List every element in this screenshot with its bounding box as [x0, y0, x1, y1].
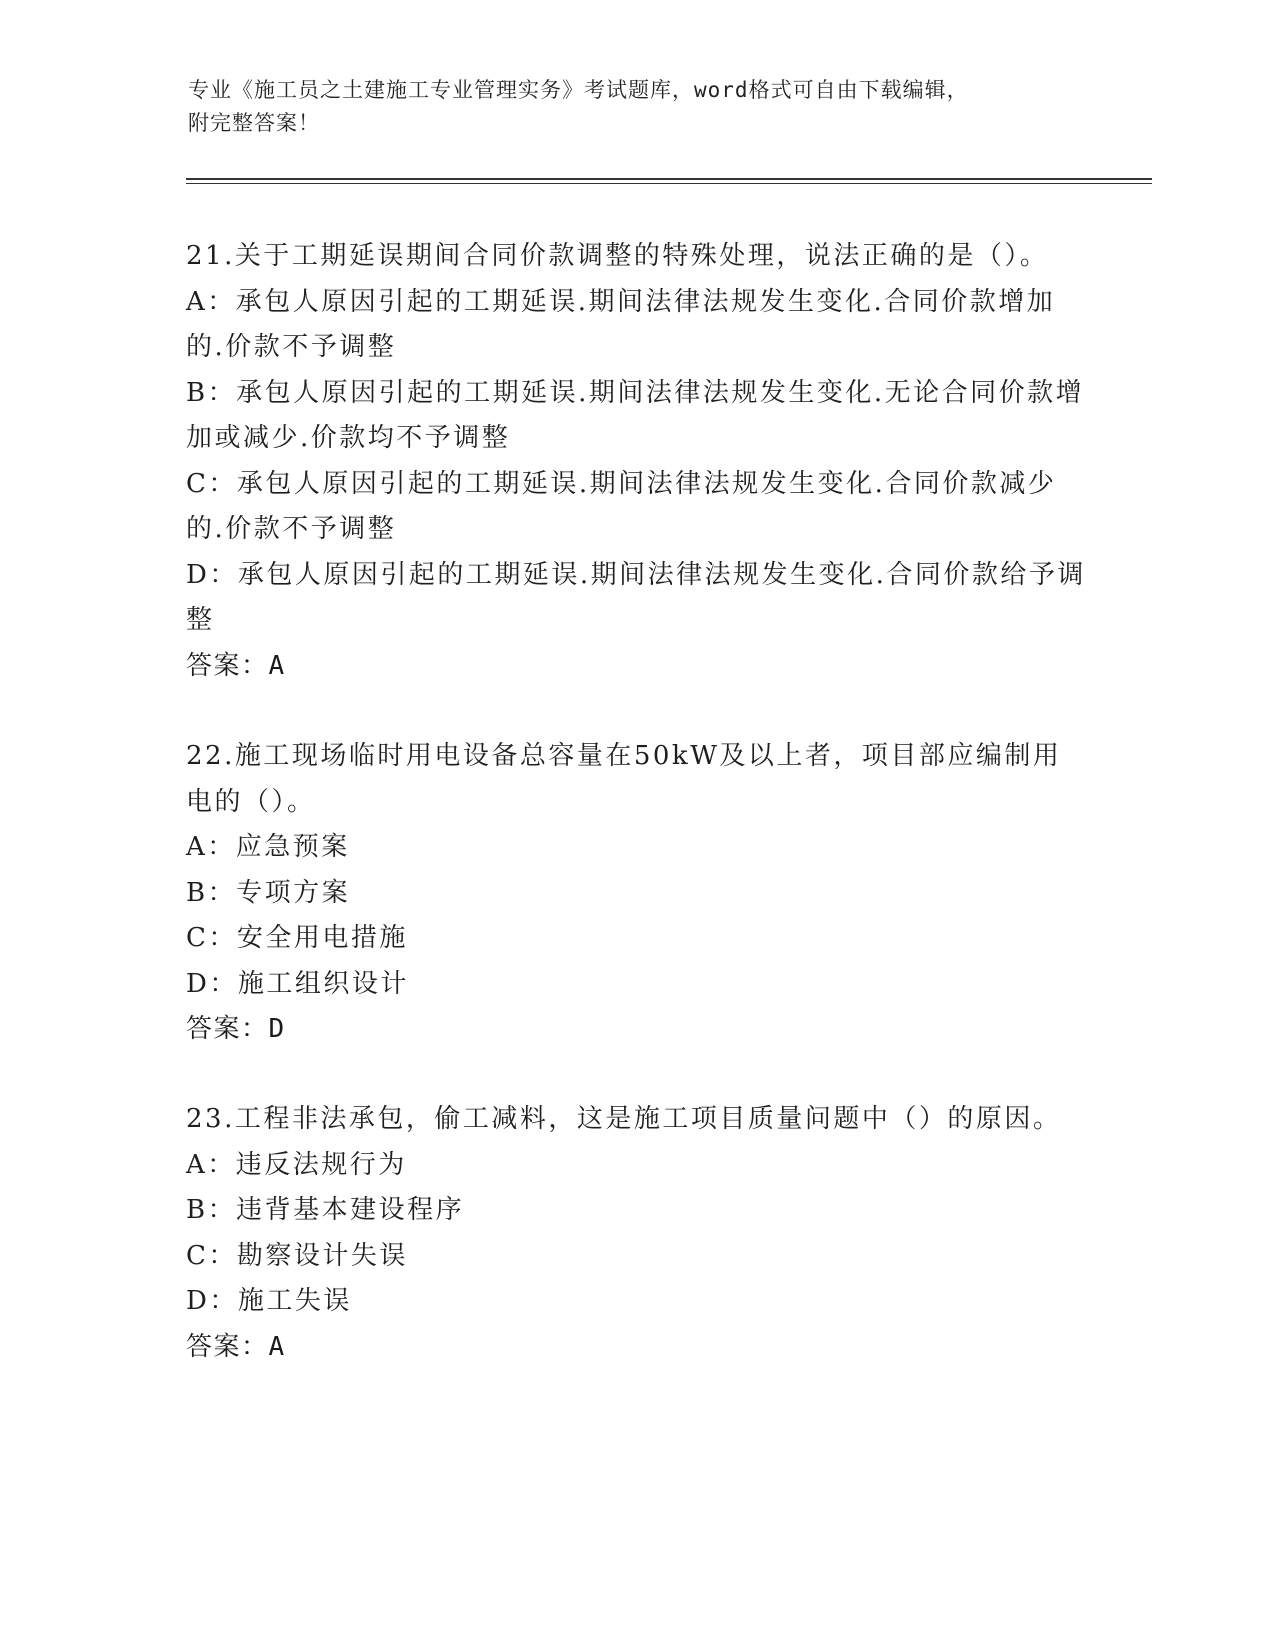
answer-label: 答案： — [186, 650, 269, 681]
header-line-2: 附完整答案！ — [188, 111, 320, 135]
answer-value: A — [268, 650, 286, 681]
header-divider-thin — [186, 183, 1152, 184]
option-c: C：安全用电措施 — [186, 923, 408, 953]
option-b: B：违背基本建设程序 — [186, 1195, 465, 1225]
answer-label: 答案： — [186, 1014, 269, 1044]
option-a: A：应急预案 — [186, 832, 350, 862]
option-a: A：承包人原因引起的工期延误.期间法律法规发生变化.合同价款增加的.价款不予调整 — [186, 286, 1056, 362]
option-d: D：施工失误 — [186, 1286, 352, 1316]
answer-value: A — [268, 1331, 286, 1362]
answer-label: 答案： — [186, 1331, 269, 1362]
document-header — [188, 74, 1068, 140]
answer-value: D — [268, 1014, 286, 1044]
question-22 — [186, 734, 1086, 1053]
option-a: A：违反法规行为 — [186, 1149, 407, 1180]
answer-line — [186, 1325, 1086, 1371]
header-divider-thick — [186, 178, 1152, 180]
answer-line — [186, 1007, 1086, 1053]
option-d: D：施工组织设计 — [186, 968, 409, 999]
question-stem: 21.关于工期延误期间合同价款调整的特殊处理，说法正确的是（）。 — [186, 241, 1049, 271]
option-c: C：承包人原因引起的工期延误.期间法律法规发生变化.合同价款减少的.价款不予调整 — [186, 468, 1057, 544]
answer-line — [186, 644, 1086, 690]
option-b: B：承包人原因引起的工期延误.期间法律法规发生变化.无论合同价款增加或减少.价款均不予调整 — [186, 377, 1085, 453]
option-b: B：专项方案 — [186, 877, 351, 908]
question-23 — [186, 1097, 1086, 1370]
question-stem: 22.施工现场临时用电设备总容量在50kW及以上者，项目部应编制用电的（）。 — [186, 741, 1062, 817]
question-21 — [186, 234, 1086, 689]
option-c: C：勘察设计失误 — [186, 1240, 408, 1271]
option-d: D：承包人原因引起的工期延误.期间法律法规发生变化.合同价款给予调整 — [186, 559, 1086, 635]
header-line-1: 专业《施工员之土建施工专业管理实务》考试题库，word格式可自由下载编辑， — [188, 78, 969, 102]
question-stem: 23.工程非法承包，偷工减料，这是施工项目质量问题中（）的原因。 — [186, 1104, 1062, 1134]
